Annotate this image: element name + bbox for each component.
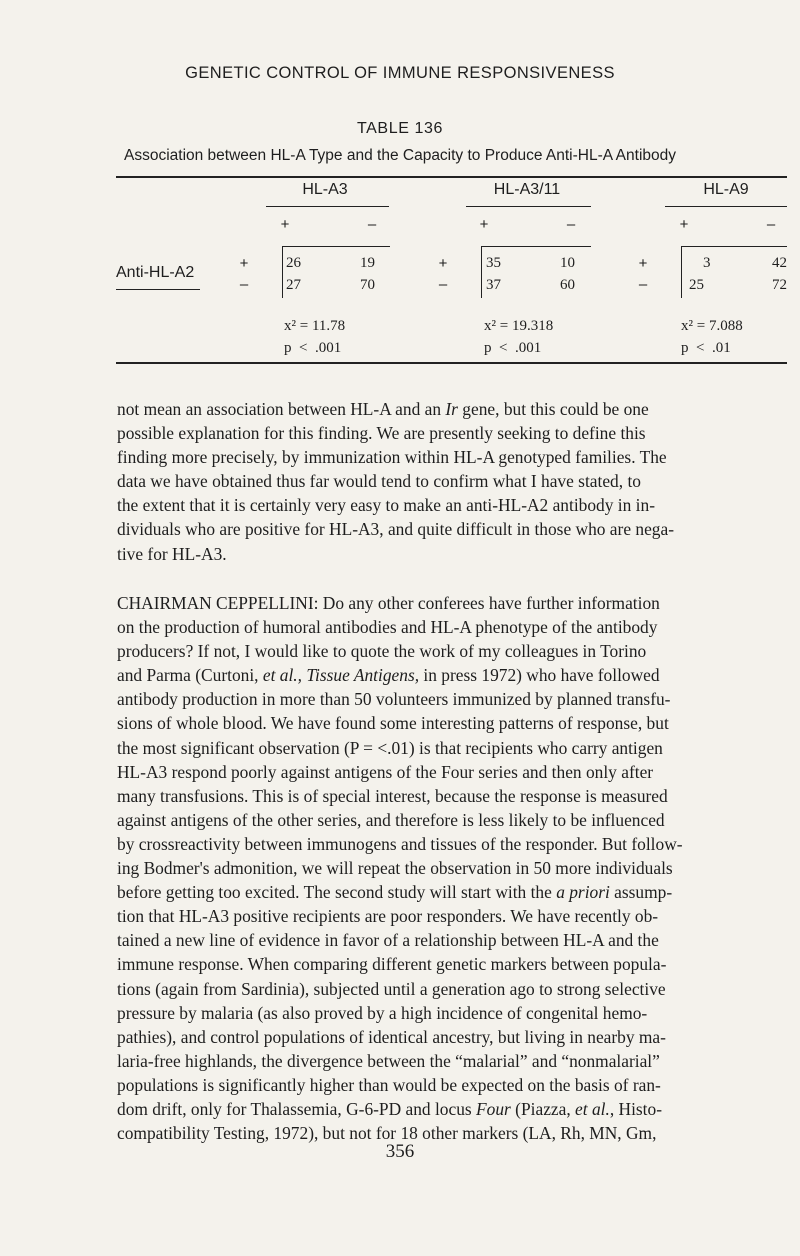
text-line: populations is significantly higher than would be expected on the basis of ran-: [117, 1074, 661, 1095]
table-bottom-rule: [116, 362, 787, 364]
text-run: , Histo-: [609, 1098, 663, 1119]
table-title: TABLE 136: [356, 120, 444, 137]
table-top-rule: [116, 176, 787, 178]
row-label-anti-hla2: Anti-HL-A2: [116, 264, 195, 281]
row-label-underline: [116, 289, 200, 290]
table-cell: 70: [360, 277, 375, 293]
table-cell: 72: [772, 277, 787, 293]
text-run: et al., Tissue Antigens,: [262, 665, 420, 686]
cell-box-left: [681, 246, 682, 298]
text-line: sions of whole blood. We have found some interesting patterns of response, but: [117, 713, 669, 734]
text-run: et al.: [575, 1098, 610, 1119]
text-run: Four: [476, 1098, 511, 1119]
text-line: tive for HL-A3.: [117, 543, 227, 564]
text-line: producers? If not, I would like to quote the work of my colleagues in Torino: [117, 641, 647, 662]
text-line: possible explanation for this finding. We are presently seeking to define this: [117, 423, 646, 444]
text-run: dom drift, only for Thalassemia, G-6-PD and locus: [117, 1098, 477, 1119]
page-number: 356: [385, 1141, 415, 1162]
text-line: dividuals who are positive for HL-A3, and quite difficult in those who are nega-: [117, 519, 675, 540]
row-sign-minus: –: [638, 276, 648, 293]
text-line: pathies), and control populations of identical ancestry, but living in nearby ma-: [117, 1026, 666, 1047]
text-run: assump-: [609, 882, 673, 903]
text-run: a priori: [556, 882, 610, 903]
table-cell: 25: [689, 277, 704, 293]
table-cell: 27: [286, 277, 301, 293]
col-header-minus: –: [766, 216, 776, 233]
paragraph-chairman-ceppellini: [117, 591, 789, 1145]
col-header-minus: –: [367, 216, 377, 233]
text-line: laria-free highlands, the divergence between the “malarial” and “nonmalarial”: [117, 1050, 660, 1071]
paragraph-ir-gene: [117, 397, 789, 566]
text-line: by crossreactivity between immunogens and tissues of the responder. But follow-: [117, 833, 683, 854]
text-line: finding more precisely, by immunization within HL-A genotyped families. The: [117, 447, 667, 468]
group-header-hla3: HL-A3: [302, 181, 348, 198]
text-run: and Parma (Curtoni,: [117, 665, 263, 686]
group-underline: [266, 206, 389, 207]
text-line: data we have obtained thus far would tend to confirm what I have stated, to: [117, 471, 641, 492]
table-cell: 19: [360, 255, 375, 271]
text-line: against antigens of the other series, and therefore is less likely to be influenced: [117, 809, 665, 830]
col-header-plus: +: [479, 216, 489, 233]
row-sign-minus: –: [438, 276, 448, 293]
text-run: Ir: [445, 399, 458, 419]
chi-square-value: x² = 19.318: [484, 318, 554, 334]
table-cell: 37: [486, 277, 501, 293]
text-line: HL-A3 respond poorly against antigens of the Four series and then only after: [117, 761, 654, 782]
col-header-minus: –: [566, 216, 576, 233]
text-line: CHAIRMAN CEPPELLINI: Do any other conferees have further information: [117, 593, 660, 613]
text-line: compatibility Testing, 1972), but not for 18 other markers (LA, Rh, MN, Gm,: [117, 1123, 657, 1144]
group-header-hla3-11: HL-A3/11: [493, 181, 561, 198]
group-header-hla9: HL-A9: [703, 181, 749, 198]
p-value: p < .01: [681, 340, 731, 356]
text-run: before getting too excited. The second study will start with the: [117, 882, 557, 903]
table-cell: 10: [560, 255, 575, 271]
row-sign-plus: +: [239, 255, 249, 272]
row-sign-plus: +: [638, 255, 648, 272]
table-cell: 3: [703, 255, 711, 271]
text-line: many transfusions. This is of special interest, because the response is measured: [117, 785, 668, 806]
chi-square-value: x² = 11.78: [284, 318, 346, 334]
text-run: (Piazza,: [510, 1098, 576, 1119]
table-cell: 42: [772, 255, 787, 271]
group-underline: [665, 206, 787, 207]
table-cell: 60: [560, 277, 575, 293]
col-header-plus: +: [280, 216, 290, 233]
p-value: p < .001: [284, 340, 342, 356]
text-line: antibody production in more than 50 volunteers immunized by planned transfu-: [117, 689, 671, 710]
text-run: in press 1972) who have followed: [419, 665, 660, 686]
chi-square-value: x² = 7.088: [681, 318, 743, 334]
group-underline: [466, 206, 591, 207]
table-cell: 35: [486, 255, 501, 271]
running-head: GENETIC CONTROL OF IMMUNE RESPONSIVENESS: [185, 64, 615, 82]
col-header-plus: +: [679, 216, 689, 233]
text-line: on the production of humoral antibodies and HL-A phenotype of the antibody: [117, 617, 658, 638]
text-line: tions (again from Sardinia), subjected until a generation ago to strong selective: [117, 978, 666, 999]
table-caption: Association between HL-A Type and the Capacity to Produce Anti-HL-A Antibody: [123, 147, 677, 164]
text-line: the most significant observation (P = <.01) is that recipients who carry antigen: [117, 737, 663, 758]
text-line: immune response. When comparing different genetic markers between popula-: [117, 954, 667, 975]
cell-box-top: [481, 246, 591, 247]
text-line: ing Bodmer's admonition, we will repeat the observation in 50 more individuals: [117, 858, 673, 879]
row-sign-plus: +: [438, 255, 448, 272]
text-line: tion that HL-A3 positive recipients are poor responders. We have recently ob-: [117, 906, 659, 927]
text-line: the extent that it is certainly very easy to make an anti-HL-A2 antibody in in-: [117, 495, 655, 516]
row-sign-minus: –: [239, 276, 249, 293]
cell-box-left: [282, 246, 283, 298]
cell-box-left: [481, 246, 482, 298]
text-run: gene, but this could be one: [457, 399, 649, 419]
text-run: not mean an association between HL-A and an: [117, 399, 446, 419]
text-line: pressure by malaria (as also proved by a high incidence of congenital hemo-: [117, 1002, 648, 1023]
p-value: p < .001: [484, 340, 542, 356]
cell-box-top: [282, 246, 390, 247]
cell-box-top: [681, 246, 787, 247]
text-line: tained a new line of evidence in favor of a relationship between HL-A and the: [117, 930, 659, 951]
table-cell: 26: [286, 255, 301, 271]
